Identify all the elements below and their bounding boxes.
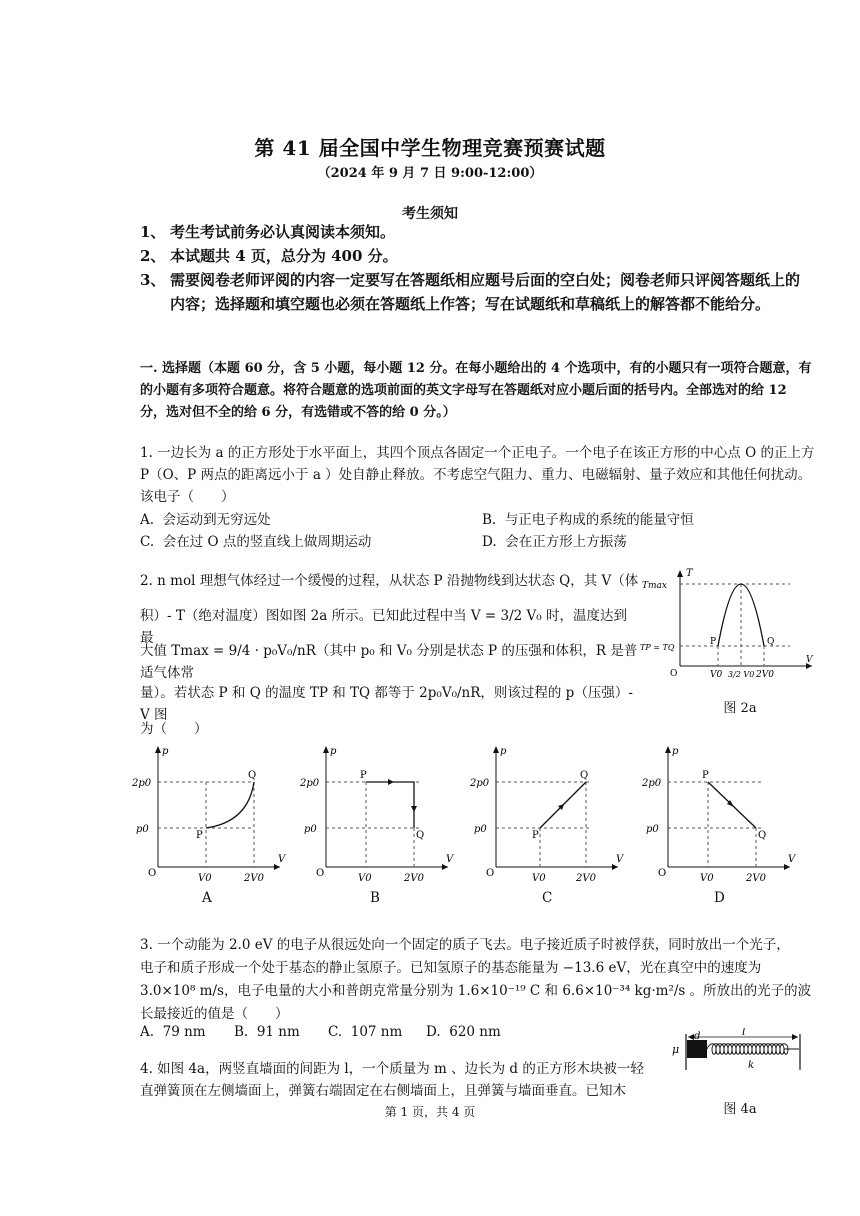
page-footer: 第 1 页，共 4 页 (384, 1105, 476, 1119)
l-label: l (742, 1028, 746, 1038)
origin-label: O (670, 669, 678, 679)
v15-label: 3/2 V0 (728, 670, 755, 679)
origin-label: O (658, 868, 667, 879)
notice-item (140, 220, 820, 244)
figure-2a-caption: 图 2a (723, 701, 757, 716)
notice-text: 考生考试前务必认真阅读本须知。 (170, 223, 396, 241)
v-axis-label: V (616, 854, 624, 865)
point-q-label: Q (767, 637, 775, 647)
p0-label: p0 (474, 824, 487, 835)
state-p-label: P (702, 770, 709, 781)
process-path (366, 782, 414, 828)
option-text: 会在过 O 点的竖直线上做周期运动 (162, 534, 372, 550)
graph-option-b (298, 742, 458, 892)
tp-label: TP = TQ (640, 643, 675, 652)
state-p-label: P (196, 830, 203, 841)
p-axis-label: p (162, 746, 169, 757)
graph-label-b: B (370, 890, 380, 906)
notice-heading: 考生须知 (402, 206, 458, 222)
option-key: C. (140, 534, 155, 550)
question-2-line: 为（ ） (140, 721, 208, 737)
two-p0-label: 2p0 (642, 778, 662, 789)
notice-item (140, 268, 820, 340)
figure-4a-caption: 图 4a (723, 1102, 757, 1117)
two-v0-label: 2V0 (746, 873, 766, 884)
v-label: V (806, 655, 813, 665)
question-3-line: 3.0×10⁸ m/s，电子电量的大小和普朗克常量分别为 1.6×10⁻¹⁹ C 和 6.6×10⁻³⁴ kg·m²/s 。所放出的光子的波 (140, 983, 812, 999)
p-axis-label: p (500, 746, 507, 757)
t-arrow (677, 570, 683, 577)
square-block (687, 1040, 707, 1058)
notice-text: 需要阅卷老师评阅的内容一定要写在答题纸相应题号后面的空白处；阅卷老师只评阅答题纸上的内容；选择题和填空题也必须在答题纸上作答；写在试题纸和草稿纸上的解答都不能给分。 (170, 271, 801, 313)
v-axis-label: V (788, 854, 796, 865)
question-2-line: 量）。若状态 P 和 Q 的温度 TP 和 TQ 都等于 2p₀V₀/nR，则该过程的 p（压强）- V 图 (140, 685, 633, 723)
state-q-label: Q (416, 830, 425, 841)
exam-time: （2024 年 9 月 7 日 9:00-12:00） (317, 166, 543, 181)
notice-num: 3、 (140, 271, 166, 289)
origin-label: O (316, 868, 325, 879)
two-v0-label: 2V0 (244, 873, 264, 884)
question-2-line: 大值 Tmax = 9/4 · p₀V₀/nR（其中 p₀ 和 V₀ 分别是状态 P 的压强和体积，R 是普适气体常 (140, 643, 638, 681)
question-4-line: 4. 如图 4a，两竖直墙面的间距为 l，一个质量为 m 、边长为 d 的正方形木块被一轻 (140, 1061, 644, 1077)
d-label: d (694, 1031, 701, 1042)
option-text: 107 nm (350, 1024, 403, 1040)
p0-label: p0 (136, 824, 149, 835)
tmax-label: Tmax (642, 581, 667, 591)
option-key: D. (426, 1024, 441, 1040)
p0-label: p0 (646, 824, 659, 835)
state-p-label: P (532, 830, 539, 841)
origin-label: O (148, 868, 157, 879)
two-v0-label: 2V0 (576, 873, 596, 884)
figure-4a (668, 1028, 808, 1094)
q1-option-d (482, 530, 627, 550)
mu-label: μ (672, 1043, 680, 1056)
question-4-line: 直弹簧顶在左侧墙面上，弹簧右端固定在右侧墙面上，且弹簧与墙面垂直。已知木 (140, 1083, 626, 1099)
k-label: k (748, 1060, 755, 1071)
v0-label: V0 (198, 873, 212, 884)
notice-text: 本试题共 4 页，总分为 400 分。 (170, 247, 398, 265)
option-key: B. (482, 512, 497, 528)
option-text: 会运动到无穷远处 (162, 512, 271, 528)
graph-label-d: D (714, 890, 725, 906)
option-text: 会在正方形上方振荡 (505, 534, 627, 550)
p-axis-label: p (672, 746, 679, 757)
two-p0-label: 2p0 (470, 778, 490, 789)
point-p-label: P (710, 637, 717, 647)
q3-option-b (234, 1024, 300, 1040)
option-text: 620 nm (449, 1024, 501, 1040)
v-axis-label: V (446, 854, 454, 865)
question-3-line: 3. 一个动能为 2.0 eV 的电子从很远处向一个固定的质子飞去。电子接近质子时被俘获，同时放出一个光子， (140, 937, 790, 953)
v2-label: 2V0 (756, 670, 774, 680)
two-p0-label: 2p0 (300, 778, 320, 789)
question-3-line: 电子和质子形成一个处于基态的静止氢原子。已知氢原子的基态能量为 −13.6 eV，光在真空中的速度为 (140, 960, 762, 976)
q1-option-c (140, 530, 371, 550)
question-3-line: 长最接近的值是（ ） (140, 1006, 289, 1022)
q3-option-d (426, 1024, 501, 1040)
state-q-label: Q (580, 770, 589, 781)
notice-num: 1、 (140, 223, 166, 241)
figure-2a (640, 566, 820, 686)
p0-label: p0 (304, 824, 317, 835)
option-text: 79 nm (162, 1024, 206, 1040)
origin-label: O (486, 868, 495, 879)
graph-label-c: C (542, 890, 553, 906)
option-key: A. (140, 1024, 155, 1040)
v0-label: V0 (710, 670, 723, 680)
p-axis-label: p (330, 746, 337, 757)
notice-num: 2、 (140, 247, 166, 265)
graph-option-c (468, 742, 628, 892)
state-p-label: P (360, 770, 367, 781)
option-key: D. (482, 534, 497, 550)
graph-option-d (640, 742, 800, 892)
v-axis-label: V (278, 854, 286, 865)
t-label: T (686, 568, 693, 579)
state-q-label: Q (248, 770, 257, 781)
section-instructions: 一. 选择题（本题 60 分，含 5 小题，每小题 12 分。在每小题给出的 4 个选项中，有的小题只有一项符合题意，有的小题有多项符合题意。将符合题意的选项前面的英文字母写在答题纸对应小题后面的括号内。全部选对的给 12 分，选对但不全的给 6 分，有选错或不答的给 0 分。） (140, 361, 812, 420)
spring (707, 1044, 799, 1055)
option-text: 与正电子构成的系统的能量守恒 (504, 512, 694, 528)
q3-option-a (140, 1024, 206, 1040)
option-key: A. (140, 512, 155, 528)
question-2-line: 积）- T（绝对温度）图如图 2a 所示。已知此过程中当 V = 3/2 V₀ 时，温度达到最 (140, 608, 627, 646)
two-v0-label: 2V0 (404, 873, 424, 884)
question-1-text: 1. 一边长为 a 的正方形处于水平面上，其四个顶点各固定一个正电子。一个电子在该正方形的中心点 O 的正上方 P（O、P 两点的距离远小于 a ）处自静止释放。不考虑空气阻力、重力、电磁辐射、量子效应和其他任何扰动。该电子（ ） (140, 445, 815, 505)
q1-option-a (140, 508, 271, 528)
option-text: 91 nm (256, 1024, 300, 1040)
graph-option-a (130, 742, 290, 892)
v0-label: V0 (358, 873, 372, 884)
option-key: B. (234, 1024, 249, 1040)
notice-item (140, 244, 820, 268)
question-2-line: 2. n mol 理想气体经过一个缓慢的过程，从状态 P 沿抛物线到达状态 Q，其 V（体 (140, 573, 639, 589)
v0-label: V0 (700, 873, 714, 884)
option-key: C. (328, 1024, 343, 1040)
q3-option-c (328, 1024, 402, 1040)
process-curve (206, 782, 254, 828)
v0-label: V0 (532, 873, 546, 884)
two-p0-label: 2p0 (132, 778, 152, 789)
exam-title: 第 41 届全国中学生物理竞赛预赛试题 (254, 136, 606, 160)
state-q-label: Q (758, 830, 767, 841)
graph-label-a: A (202, 890, 212, 906)
q1-option-b (482, 508, 694, 528)
